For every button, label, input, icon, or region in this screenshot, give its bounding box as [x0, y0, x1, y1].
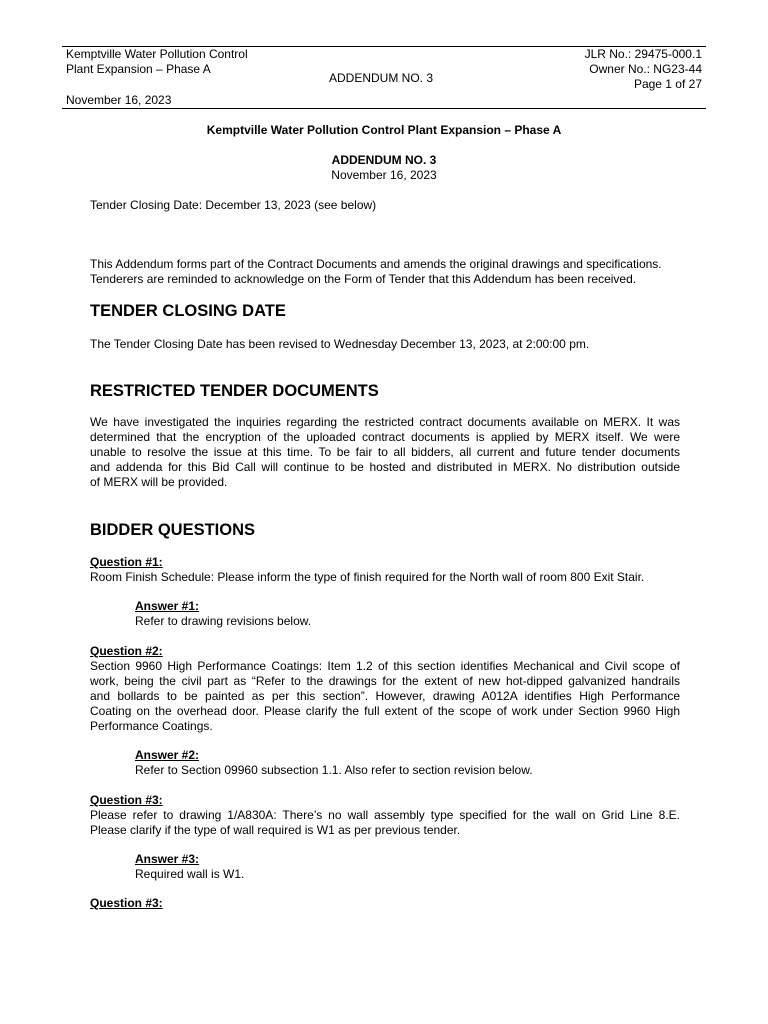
closing-date-note: Tender Closing Date: December 13, 2023 (see below): [90, 198, 377, 212]
question-2-label: Question #2:: [90, 644, 163, 658]
addendum-date: November 16, 2023: [331, 168, 437, 182]
answer-3-label: Answer #3:: [135, 852, 200, 866]
question-line: Please refer to drawing 1/A830A: There’s no wall assembly type specified for the wall on Grid Line 8.E.: [90, 808, 680, 822]
question-line: Section 9960 High Performance Coatings: Item 1.2 of this section identifies Mechanical and Civil scope of: [90, 659, 680, 673]
question-line: Coating on the overhead door. Please clarify the full extent of the scope of work under Section 9960 High: [90, 704, 680, 718]
section-heading-restricted: RESTRICTED TENDER DOCUMENTS: [90, 382, 379, 400]
question-line: Performance Coatings.: [90, 719, 213, 733]
restricted-line: unable to resolve the issue at this time. To be fair to all bidders, all current and future tender documents: [90, 445, 680, 459]
intro-line: Tenderers are reminded to acknowledge on the Form of Tender that this Addendum has been received.: [90, 272, 637, 286]
header-jlr-number: JLR No.: 29475-000.1: [584, 47, 702, 61]
restricted-line: and addenda for this Bid Call will continue to be hosted and distributed in MERX. No distribution outside: [90, 460, 680, 474]
header-references: [585, 47, 702, 92]
restricted-line: We have investigated the inquiries regarding the restricted contract documents available on MERX. It was: [90, 415, 680, 429]
restricted-line: of MERX will be provided.: [90, 475, 228, 489]
question-2-text: [90, 659, 680, 734]
header-page-number: Page 1 of 27: [633, 77, 702, 91]
section-heading-questions: BIDDER QUESTIONS: [90, 521, 256, 539]
header-date: November 16, 2023: [66, 93, 172, 107]
intro-paragraph: [90, 257, 680, 287]
question-1-label: Question #1:: [90, 555, 163, 569]
question-4-label: Question #3:: [90, 896, 163, 910]
question-line: and bollards to be painted as per this section”. However, drawing A012A identifies High Performance: [90, 689, 680, 703]
header-project: [66, 47, 248, 77]
answer-2-label: Answer #2:: [135, 748, 200, 762]
answer-1-label: Answer #1:: [135, 599, 200, 613]
addendum-number: ADDENDUM NO. 3: [331, 153, 437, 167]
answer-2-text: Refer to Section 09960 subsection 1.1. Also refer to section revision below.: [135, 763, 533, 777]
header-addendum: ADDENDUM NO. 3: [329, 71, 434, 85]
header-owner-number: Owner No.: NG23-44: [589, 62, 702, 76]
question-3-text: [90, 808, 680, 838]
question-line: work, being the civil part as “Refer to the drawings for the extent of new hot-dipped galvanized handrails: [90, 674, 680, 688]
header-bottom-rule: [62, 108, 706, 109]
header-project-line1: Kemptville Water Pollution Control: [66, 47, 248, 61]
restricted-line: determined that the encryption of the uploaded contract documents is applied by MERX itself. We were: [90, 430, 680, 444]
question-3-label: Question #3:: [90, 793, 163, 807]
document-title: Kemptville Water Pollution Control Plant Expansion – Phase A: [206, 123, 562, 137]
question-line: Room Finish Schedule: Please inform the type of finish required for the North wall of room 800 Exit Stair.: [90, 570, 645, 584]
restricted-paragraph: [90, 415, 680, 490]
header-project-line2: Plant Expansion – Phase A: [66, 62, 211, 76]
answer-3-text: Required wall is W1.: [135, 867, 245, 881]
intro-line: This Addendum forms part of the Contract Documents and amends the original drawings and specifications.: [90, 257, 662, 271]
question-1-text: [90, 570, 680, 585]
question-line: Please clarify if the type of wall required is W1 as per previous tender.: [90, 823, 461, 837]
answer-1-text: Refer to drawing revisions below.: [135, 614, 312, 628]
closing-date-text: The Tender Closing Date has been revised to Wednesday December 13, 2023, at 2:00:00 pm.: [90, 337, 590, 351]
section-heading-closing: TENDER CLOSING DATE: [90, 302, 286, 320]
